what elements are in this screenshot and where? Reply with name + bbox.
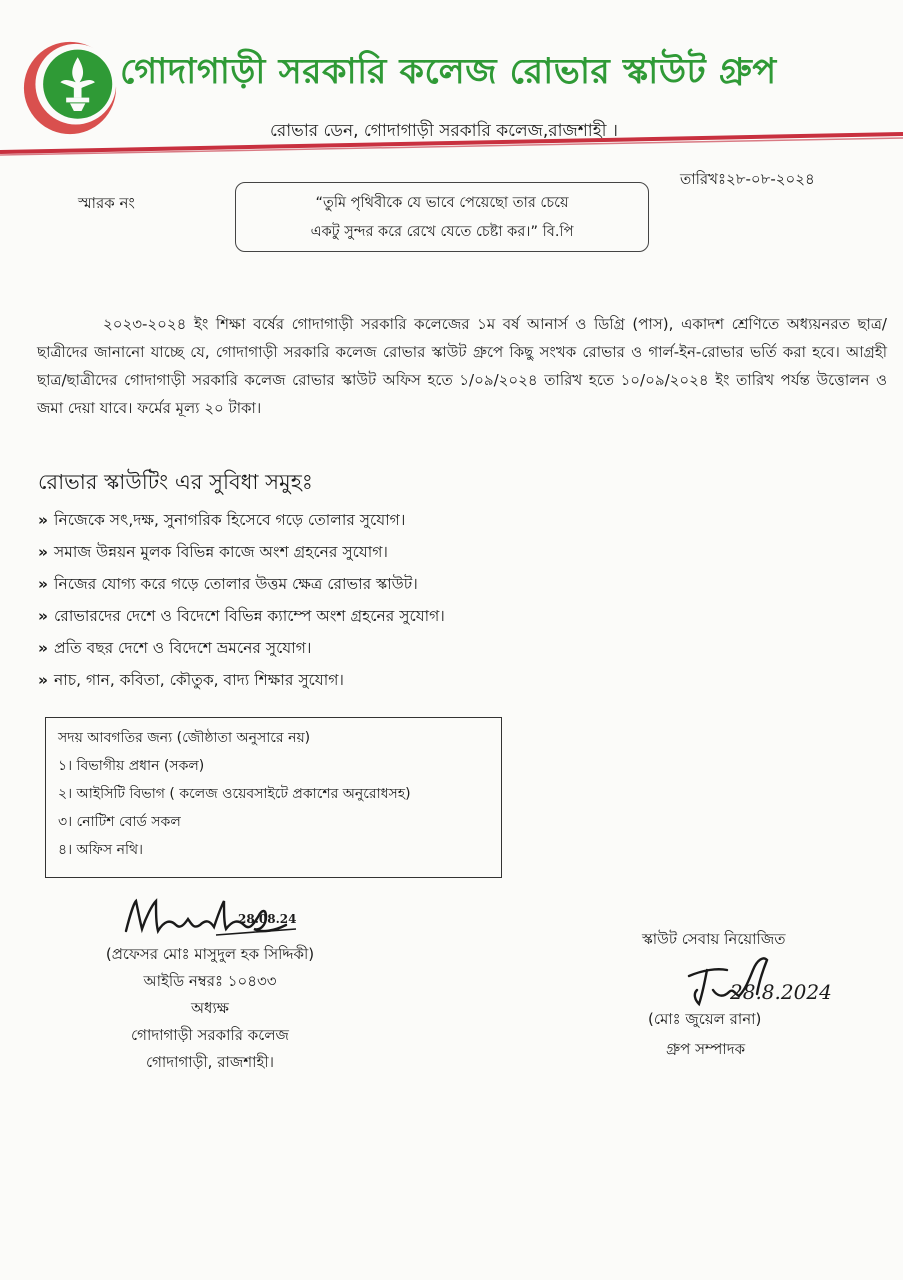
scout-emblem-icon	[22, 40, 118, 136]
list-item: ২। আইসিটি বিভাগ ( কলেজ ওয়েবসাইটে প্রকাশের অনুরোধসহ)	[58, 786, 411, 802]
secretary-signature-block	[628, 928, 868, 1058]
secretary-role: গ্রুপ সম্পাদক	[666, 1040, 746, 1058]
distribution-title: সদয় আবগতির জন্য (জৌষ্ঠাতা অনুসারে নয়)	[58, 730, 311, 746]
principal-name: (প্রফেসর মোঃ মাসুদুল হক সিদ্দিকী)	[105, 945, 315, 963]
principal-signature-block	[60, 895, 360, 1076]
motto-line-2: একটু সুন্দর করে রেখে যেতে চেষ্টা কর।” বি.পি	[310, 224, 574, 240]
org-title: গোদাগাড়ী সরকারি কলেজ রোভার স্কাউট গ্রুপ	[120, 51, 777, 92]
paragraph-first-line: ২০২৩-২০২৪ ইং শিক্ষা বর্ষের গোদাগাড়ী সরকারি কলেজের ১ম বর্ষ আনার্স ও ডিগ্রি (পাস), একাদশ শ্রেণিতে	[103, 315, 780, 333]
list-item: » রোভারদের দেশে ও বিদেশে বিভিন্ন ক্যাম্পে অংশ গ্রহনের সুযোগ।	[38, 607, 445, 625]
header-divider	[0, 128, 903, 158]
bullet-icon: »	[38, 639, 49, 657]
benefits-list	[38, 508, 878, 700]
motto-quote-box	[235, 182, 649, 252]
secretary-signature-date: 28.8.2024	[730, 980, 832, 1004]
bullet-icon: »	[38, 607, 49, 625]
list-item: ৪। অফিস নথি।	[58, 842, 144, 858]
bullet-icon: »	[38, 575, 49, 593]
distribution-list	[58, 754, 489, 866]
memo-number-label: স্মারক নং	[78, 194, 135, 212]
principal-id: আইডি নম্বরঃ ১০৪৩৩	[143, 972, 277, 990]
bullet-icon: »	[38, 511, 49, 529]
bullet-icon: »	[38, 671, 49, 689]
benefits-heading: রোভার স্কাউটিং এর সুবিধা সমুহঃ	[38, 470, 313, 494]
list-item: » সমাজ উন্নয়ন মুলক বিভিন্ন কাজে অংশ গ্রহনের সুযোগ।	[38, 543, 388, 561]
notice-paragraph	[37, 310, 887, 422]
bullet-icon: »	[38, 543, 49, 561]
org-address: রোভার ডেন, গোদাগাড়ী সরকারি কলেজ,রাজশাহী ।	[270, 121, 618, 141]
issue-date: তারিখঃ২৮-০৮-২০২৪	[680, 170, 815, 188]
secretary-name: (মোঃ জুয়েল রানা)	[648, 1010, 762, 1028]
list-item: » নাচ, গান, কবিতা, কৌতুক, বাদ্য শিক্ষার সুযোগ।	[38, 671, 344, 689]
list-item: » নিজের যোগ্য করে গড়ে তোলার উত্তম ক্ষেত্র রোভার স্কাউট।	[38, 575, 418, 593]
principal-institution: গোদাগাড়ী সরকারি কলেজ	[131, 1026, 289, 1044]
motto-line-1: “তুমি পৃথিবীকে যে ভাবে পেয়েছো তার চেয়ে	[315, 195, 569, 211]
list-item: ৩। নোটিশ বোর্ড সকল	[58, 814, 181, 830]
principal-signature-date: 28.08.24	[238, 912, 297, 926]
list-item: » প্রতি বছর দেশে ও বিদেশে ভ্রমনের সুযোগ।	[38, 639, 312, 657]
distribution-box	[45, 717, 502, 878]
secretary-caption: স্কাউট সেবায় নিয়োজিত	[642, 930, 786, 948]
principal-designation: অধ্যক্ষ	[191, 999, 229, 1017]
list-item: ১। বিভাগীয় প্রধান (সকল)	[58, 758, 205, 774]
principal-location: গোদাগাড়ী, রাজশাহী।	[146, 1053, 274, 1071]
list-item: » নিজেকে সৎ,দক্ষ, সুনাগরিক হিসেবে গড়ে তোলার সুযোগ।	[38, 511, 406, 529]
paragraph-rest: অধ্যয়নরত ছাত্র/ছাত্রীদের জানানো যাচ্ছে যে, গোদাগাড়ী সরকারি কলেজ রোভার স্কাউট গ্রুপে কিছু সংখক রোভার ও গার্ল-ইন-রোভার ভর্তি করা হবে। আগ্রহী ছাত্র/ছাত্রীদের গোদাগাড়ী সরকারি কলেজ রোভার স্কাউট অফিস হতে ১/০৯/২০২৪ তারিখ হতে ১০/০৯/২০২৪ ইং তারিখ পর্যন্ত উত্তোলন ও জমা দেয়া যাবে। ফর্মের মূল্য ২০ টাকা।	[37, 315, 887, 417]
